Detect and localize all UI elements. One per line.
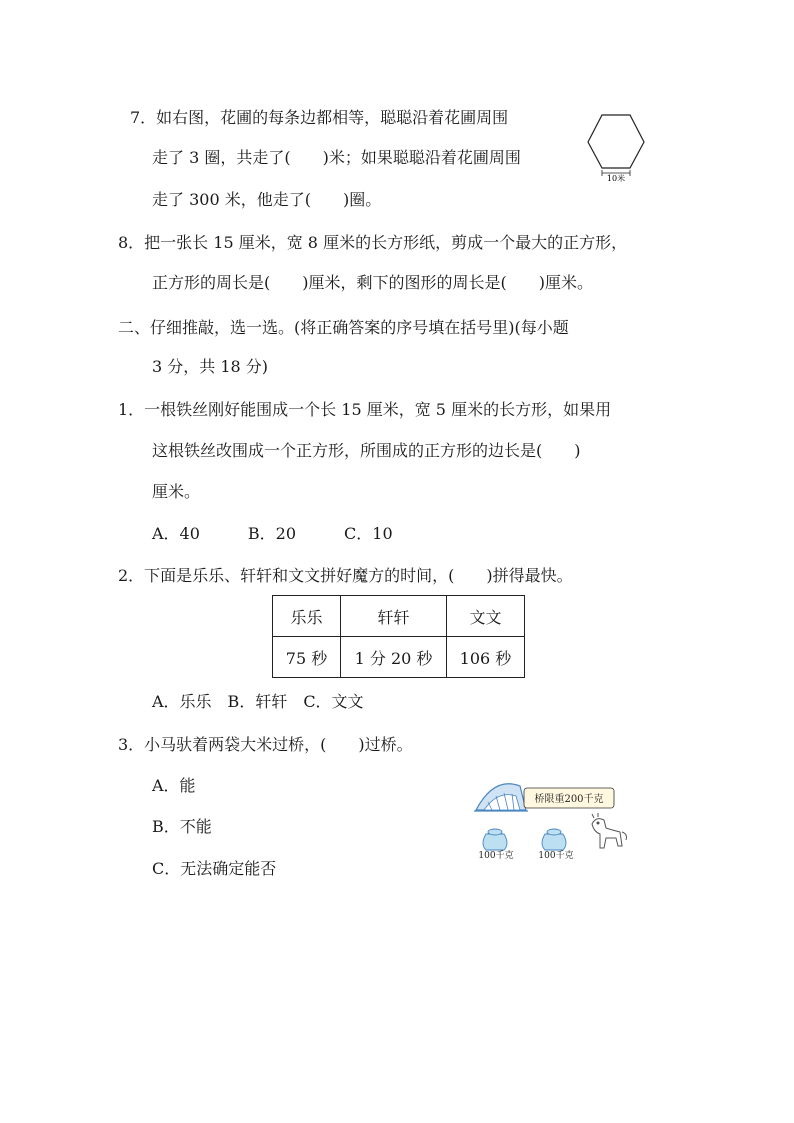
rice-bag-2-icon [542,829,566,850]
mc2-line1: 2．下面是乐乐、轩轩和文文拼好魔方的时间，( )拼得最快。 [118,566,573,585]
table-header-cell: 轩轩 [341,596,447,637]
section2-heading-line2: 3 分，共 18 分) [152,357,269,376]
hexagon-garden-figure [586,110,648,182]
table-header-row [273,596,525,637]
mc3-option-a: A．能 [152,776,196,795]
bridge-icon [474,784,528,811]
rice-bag-1-label: 100千克 [478,851,514,861]
q7-line3: 走了 300 米，他走了( )圈。 [152,190,382,209]
mc1-line3: 厘米。 [152,482,201,501]
pony-icon [592,813,627,848]
rice-bag-1-icon [483,829,507,850]
q7-line1: 7．如右图，花圃的每条边都相等，聪聪沿着花圃周围 [130,108,509,127]
rice-bag-2-label: 100千克 [538,851,574,861]
mc1-line2: 这根铁丝改围成一个正方形，所围成的正方形的边长是( ) [152,441,581,460]
mc3-line1: 3．小马驮着两袋大米过桥，( )过桥。 [118,735,413,754]
hexagon-side-label: 10米 [606,174,626,182]
rubiks-time-table [272,595,525,678]
mc1-options: A．40 B．20 C．10 [152,524,393,543]
hexagon-shape [588,115,644,168]
table-row [273,637,525,678]
table-header-cell: 乐乐 [273,596,341,637]
section2-heading-line1: 二、仔细推敲，选一选。(将正确答案的序号填在括号里)(每小题 [118,318,569,337]
q8-line1: 8．把一张长 15 厘米，宽 8 厘米的长方形纸，剪成一个最大的正方形， [118,233,628,252]
q7-line2: 走了 3 圈，共走了( )米；如果聪聪沿着花圃周围 [152,148,521,167]
table-cell: 1 分 20 秒 [341,637,447,678]
table-cell: 106 秒 [447,637,525,678]
mc2-options: A．乐乐 B．轩轩 C．文文 [152,692,364,711]
mc1-line1: 1．一根铁丝刚好能围成一个长 15 厘米，宽 5 厘米的长方形，如果用 [118,400,612,419]
table-cell: 75 秒 [273,637,341,678]
mc3-option-c: C．无法确定能否 [152,859,277,878]
table-header-cell: 文文 [447,596,525,637]
mc3-option-b: B．不能 [152,817,212,836]
q8-line2: 正方形的周长是( )厘米，剩下的图形的周长是( )厘米。 [152,273,593,292]
weight-limit-text: 桥限重200千克 [534,794,604,805]
bridge-illustration [470,772,640,868]
